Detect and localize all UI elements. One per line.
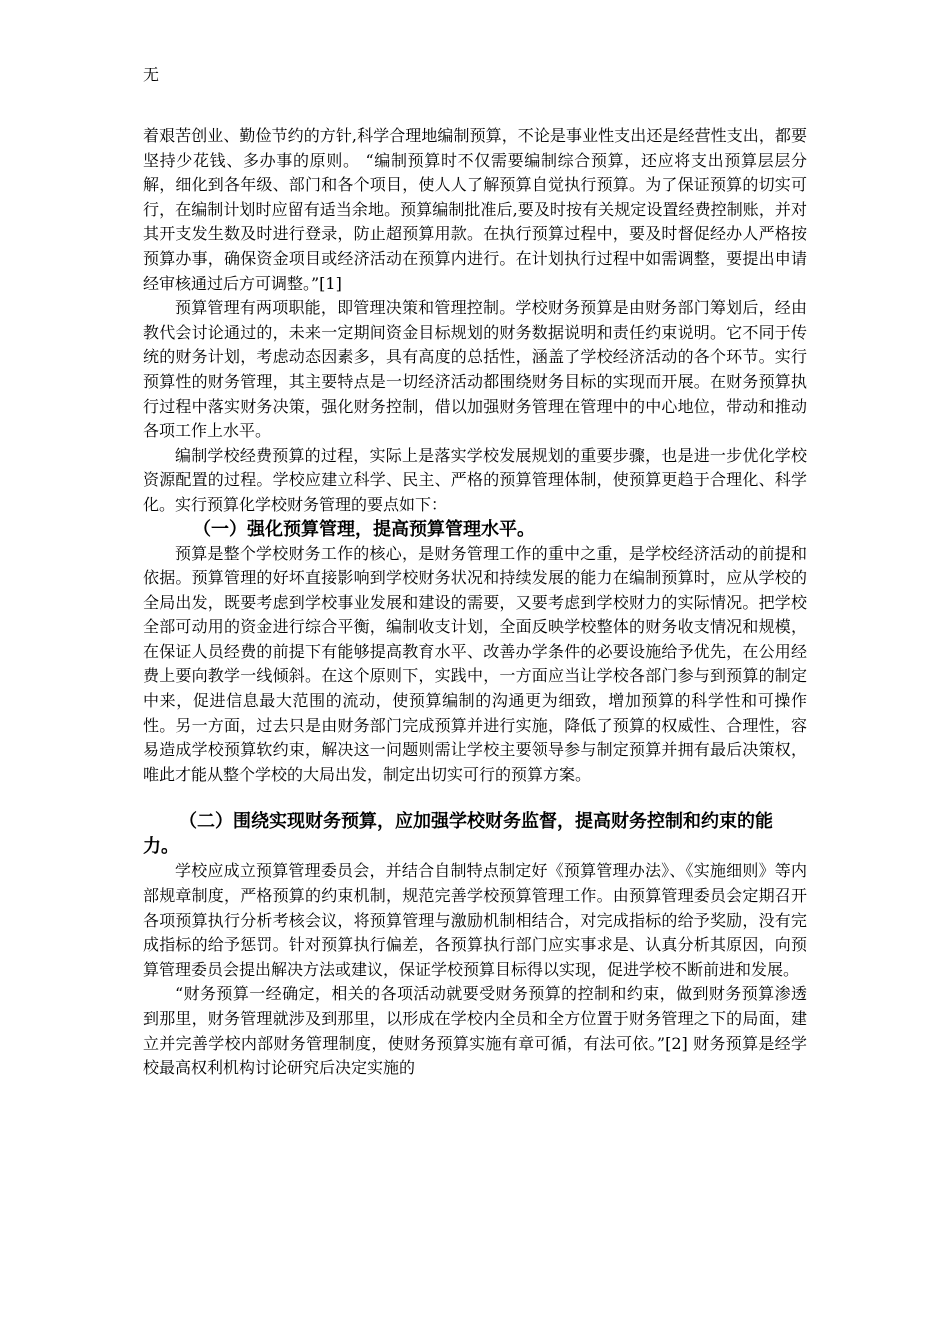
document-body	[143, 124, 807, 1081]
paragraph-2: 预算管理有两项职能，即管理决策和管理控制。学校财务预算是由财务部门筹划后，经由教代会讨论通过的，未来一定期间资金目标规划的财务数据说明和责任约束说明。它不同于传统的财务计划，考虑动态因素多，具有高度的总括性，涵盖了学校经济活动的各个环节。实行预算性的财务管理，其主要特点是一切经济活动都围绕财务目标的实现而开展。在财务预算执行过程中落实财务决策，强化财务控制，借以加强财务管理在管理中的中心地位，带动和推动各项工作上水平。	[143, 298, 807, 441]
blank-line	[143, 787, 807, 809]
paragraph-6: “财务预算一经确定，相关的各项活动就要受财务预算的控制和约束，做到财务预算渗透到那里，财务管理就涉及到那里，以形成在学校内全员和全方位置于财务管理之下的局面，建立并完善学校内部财务管理制度，使财务预算实施有章可循，有法可依。”[2] 财务预算是经学校最高权利机构讨论研究后决定实施的	[143, 984, 807, 1078]
section-heading-1: （一）强化预算管理，提高预算管理水平。	[193, 518, 535, 540]
paragraph-1: 着艰苦创业、勤俭节约的方针,科学合理地编制预算，不论是事业性支出还是经营性支出，都要坚持少花钱、多办事的原则。 “编制预算时不仅需要编制综合预算，还应将支出预算层层分解，细化到各年级、部门和各个项目，使人人了解预算自觉执行预算。为了保证预算的切实可行，在编制计划时应留有适当余地。预算编制批准后,要及时按有关规定设置经费控制账，并对其开支发生数及时进行登录，防止超预算用款。在执行预算过程中，要及时督促经办人严格按预算办事，确保资金项目或经济活动在预算内进行。在计划执行过程中如需调整，要提出申请经审核通过后方可调整。”[1]	[143, 126, 807, 293]
page-header: 无	[143, 65, 160, 84]
paragraph-3: 编制学校经费预算的过程，实际上是落实学校发展规划的重要步骤，也是进一步优化学校资源配置的过程。学校应建立科学、民主、严格的预算管理体制，使预算更趋于合理化、科学化。实行预算化学校财务管理的要点如下：	[143, 445, 807, 514]
paragraph-5: 学校应成立预算管理委员会，并结合自制特点制定好《预算管理办法》、《实施细则》等内部规章制度，严格预算的约束机制，规范完善学校预算管理工作。由预算管理委员会定期召开各项预算执行分析考核会议，将预算管理与激励机制相结合，对完成指标的给予奖励，没有完成指标的给予惩罚。针对预算执行偏差，各预算执行部门应实事求是、认真分析其原因，向预算管理委员会提出解决方法或建议，保证学校预算目标得以实现，促进学校不断前进和发展。	[143, 861, 807, 979]
section-heading-2: （二）围绕实现财务预算，应加强学校财务监督，提高财务控制和约束的能力。	[143, 811, 773, 858]
paragraph-4: 预算是整个学校财务工作的核心，是财务管理工作的重中之重，是学校经济活动的前提和依据。预算管理的好坏直接影响到学校财务状况和持续发展的能力在编制预算时，应从学校的全局出发，既要考虑到学校事业发展和建设的需要，又要考虑到学校财力的实际情况。把学校全部可动用的资金进行综合平衡，编制收支计划，全面反映学校整体的财务收支情况和规模，在保证人员经费的前提下有能够提高教育水平、改善办学条件的必要设施给予优先，在公用经费上要向教学一线倾斜。在这个原则下，实践中，一方面应当让学校各部门参与到预算的制定中来，促进信息最大范围的流动，使预算编制的沟通更为细致，增加预算的科学性和可操作性。另一方面，过去只是由财务部门完成预算并进行实施，降低了预算的权威性、合理性，容易造成学校预算软约束，解决这一问题则需让学校主要领导参与制定预算并拥有最后决策权，唯此才能从整个学校的大局出发，制定出切实可行的预算方案。	[143, 543, 807, 784]
